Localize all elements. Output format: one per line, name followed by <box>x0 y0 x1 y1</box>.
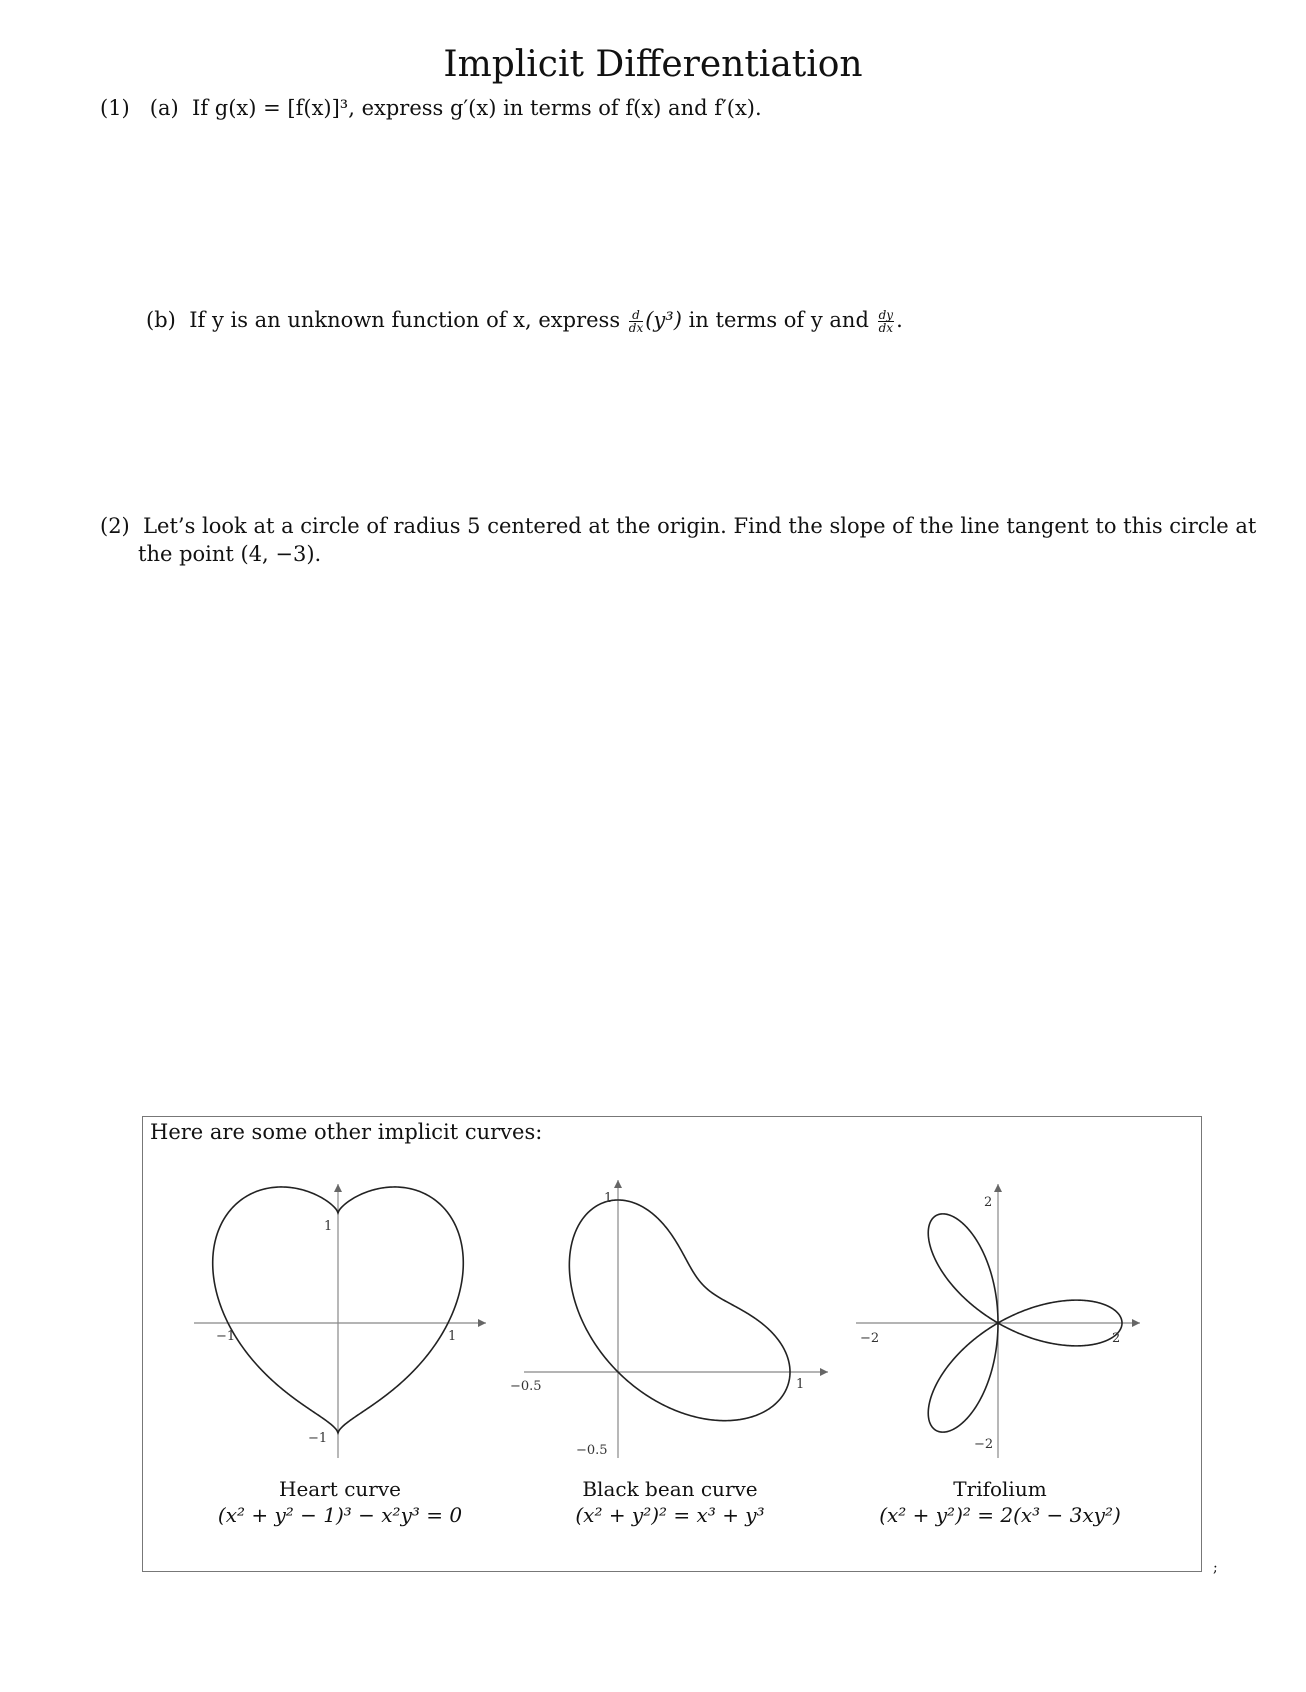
heart-tick-x-pos: 1 <box>448 1329 457 1344</box>
question-2-line-2: the point (4, −3). <box>138 542 322 566</box>
question-2-text: Let’s look at a circle of radius 5 centered at the origin. Find the slope of the line tangent to this circle at <box>143 514 1257 538</box>
trifolium-tick-y-neg: −2 <box>974 1437 994 1452</box>
trifolium-figure <box>850 1170 1150 1460</box>
d-dx-fraction: $\frac{d}{dx}$ <box>628 308 644 335</box>
bean-caption-name: Black bean curve <box>582 1477 758 1501</box>
heart-curve-figure <box>180 1170 500 1460</box>
heart-tick-y-neg: −1 <box>308 1431 328 1446</box>
trifolium-tick-y-pos: 2 <box>984 1195 993 1210</box>
heart-caption-equation: (x² + y² − 1)³ − x²y³ = 0 <box>217 1503 463 1527</box>
question-1-number: (1) <box>100 96 130 120</box>
question-1a <box>100 94 762 122</box>
trifolium-caption-name: Trifolium <box>953 1477 1047 1501</box>
part-a-label: (a) <box>149 96 179 120</box>
bean-tick-x-pos: 1 <box>796 1377 805 1392</box>
part-b-text-mid: in terms of y and <box>688 308 869 332</box>
question-2-line-1 <box>100 512 1256 540</box>
page-title: Implicit Differentiation <box>443 44 863 85</box>
part-b-period: . <box>896 308 903 332</box>
bean-tick-x-neg: −0.5 <box>510 1379 542 1394</box>
question-2-number: (2) <box>100 514 130 538</box>
trailing-mark: ; <box>1213 1560 1218 1576</box>
box-intro: Here are some other implicit curves: <box>150 1120 543 1144</box>
heart-caption-name: Heart curve <box>279 1477 401 1501</box>
part-a-text: If g(x) = [f(x)]³, express g′(x) in terms of f(x) and f′(x). <box>192 96 762 120</box>
bean-tick-y-neg: −0.5 <box>576 1443 608 1458</box>
trifolium-tick-x-pos: 2 <box>1112 1331 1121 1346</box>
trifolium-caption <box>840 1476 1160 1528</box>
trifolium-caption-equation: (x² + y²)² = 2(x³ − 3xy²) <box>879 1503 1121 1527</box>
heart-caption <box>190 1476 490 1528</box>
heart-tick-y-pos: 1 <box>324 1219 333 1234</box>
bean-caption-equation: (x² + y²)² = x³ + y³ <box>575 1503 765 1527</box>
bean-curve-line <box>569 1200 790 1421</box>
trifolium-tick-x-neg: −2 <box>860 1331 880 1346</box>
heart-tick-x-neg: −1 <box>216 1329 236 1344</box>
bean-tick-y-pos: 1 <box>604 1191 613 1206</box>
bean-caption <box>520 1476 820 1528</box>
black-bean-figure <box>510 1170 840 1460</box>
part-b-label: (b) <box>146 308 176 332</box>
y-cubed: (y³) <box>645 308 682 332</box>
question-1b <box>146 306 903 334</box>
dy-dx-fraction: $\frac{dy}{dx}$ <box>878 308 894 335</box>
part-b-text-before: If y is an unknown function of x, express <box>189 308 621 332</box>
